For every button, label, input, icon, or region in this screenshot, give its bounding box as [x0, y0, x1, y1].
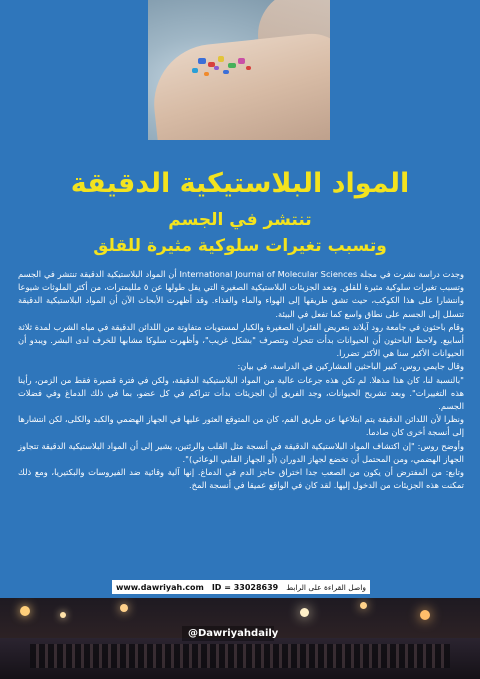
article-body: [18, 268, 464, 492]
paragraph: وقال جايمي روس، كبير الباحثين المشاركين في الدراسة، في بيان:: [237, 361, 464, 372]
microplastic-particle: [204, 72, 209, 76]
paragraph: وأوضح روس: "إن اكتشاف المواد البلاستيكية الدقيقة في أنسجة مثل القلب والرئتين، يشير إلى أن المواد البلاستيكية الدقيقة تتجاوز الجهاز الهضمي، ومن المحتمل أن تخضع لجهاز الدوران (أو الجهاز القلبي الوعائي)".: [18, 440, 464, 464]
hero-photo: [148, 0, 330, 140]
paragraph: ونظرا لأن اللدائن الدقيقة يتم ابتلاعها عن طريق الفم، كان من المتوقع العثور عليها في الجهاز الهضمي والكبد والكلى، لكن انتشارها إلى أنسجة أخرى كان صادما.: [18, 414, 464, 438]
microplastic-particle: [223, 70, 229, 74]
microplastic-particle: [214, 66, 219, 70]
read-more-bar: [112, 580, 370, 594]
microplastic-particle: [198, 58, 206, 64]
microplastic-particle: [228, 63, 236, 68]
microplastic-particle: [246, 66, 251, 70]
microplastic-particle: [238, 58, 245, 64]
article-subtitle-1: تنتشر في الجسم: [168, 210, 312, 230]
paragraph: "بالنسبة لنا، كان هذا مذهلا. لم تكن هذه جرعات عالية من المواد البلاستيكية الدقيقة، ولكن في فترة قصيرة فقط من الزمن، رأينا هذه التغييرات". وبعد تشريح الحيوانات، وجد الفريق أن الجزيئات بدأت تتراكم في كل عضو، بما في ذلك الدماغ وفي فضلات الجسم.: [18, 374, 464, 412]
article-subtitle-2: وتسبب تغيرات سلوكية مثيرة للقلق: [93, 236, 387, 256]
article-id: ID = 33028639: [211, 582, 279, 592]
paragraph: وجدت دراسة نشرت في مجلة International Journal of Molecular Sciences أن المواد البلاستيكية الدقيقة تنتشر في الجسم وتسبب تغيرات سلوكية مثيرة للقلق. وتعد الجزيئات البلاستيكية الصغيرة التي يقل طولها عن ٥ ملليمترات، من أكثر الملوثات شيوعا وانتشارا على هذا الكوكب، حيث تشق طريقها إلى الهواء والماء والغذاء. وقد أظهرت الأبحاث الآن أن المواد البلاستيكية الدقيقة تتسلل إلى الجسم على نطاق واسع كما تفعل في البيئة.: [18, 269, 464, 319]
read-more-label: واصل القراءة على الرابط: [286, 582, 366, 592]
article-title: المواد البلاستيكية الدقيقة: [70, 168, 410, 199]
paragraph: وقام باحثون في جامعة رود آيلاند بتعريض الفئران الصغيرة والكبار لمستويات متفاوتة من اللدائن الدقيقة في مياه الشرب لمدة ثلاثة أسابيع. ولاحظ الباحثون أن الحيوانات بدأت تتحرك وتتصرف "بشكل غريب"، وأظهرت سلوكا مشابها للخرف لدى البشر. ويبدو أن الحيوانات الأكبر سنا هي الأكثر تضررا.: [18, 321, 464, 359]
microplastic-particle: [192, 68, 198, 73]
microplastic-particle: [218, 56, 224, 62]
paragraph: وتابع: من المفترض أن يكون من الصعب جدا اختراق حاجز الدم في الدماغ. إنها آلية وقائية ضد الفيروسات والبكتيريا، ومع ذلك تمكنت هذه الجزيئات من الدخول إليها. لقد كان في الواقع عميقا في أنسجة المخ.: [18, 467, 464, 491]
social-handle: @Dawriyahdaily: [188, 628, 279, 639]
website-link[interactable]: www.dawriyah.com: [116, 582, 204, 592]
